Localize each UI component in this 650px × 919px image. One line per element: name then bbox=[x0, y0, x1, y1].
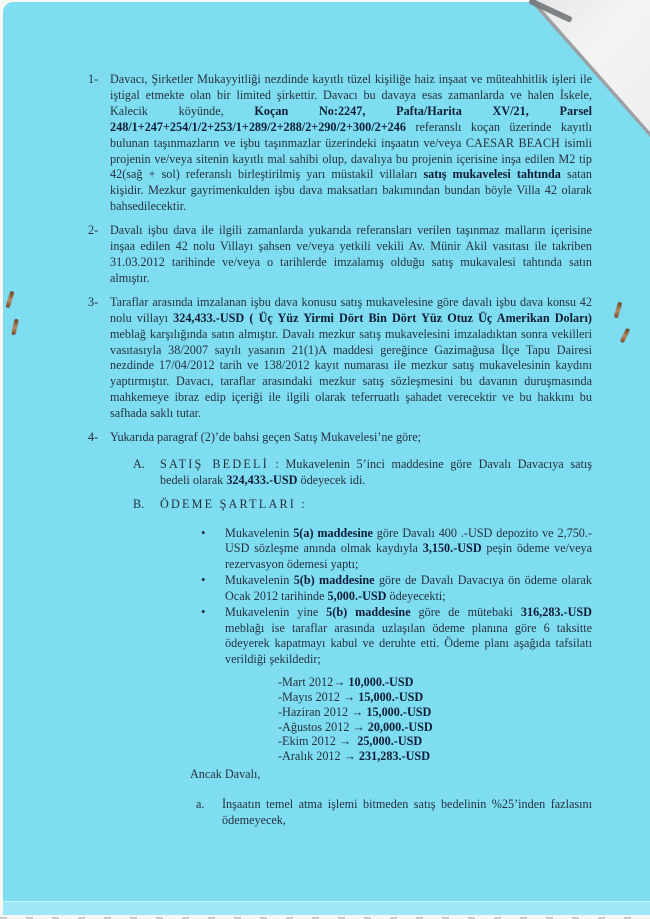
subsection-letter: B. bbox=[133, 496, 145, 511]
bullet-icon: • bbox=[201, 604, 206, 620]
paragraph-4 bbox=[88, 430, 592, 446]
payment-plan-row: -Mart 2012→ 10,000.-USD bbox=[278, 675, 414, 690]
subsection-b-odeme-sartlari bbox=[133, 497, 592, 513]
paragraph-text: Davacı, Şirketler Mukayyitliği nezdinde kayıtlı tüzel kişiliğe haiz inşaat ve müteahhitlik işleri ile iştigal etmekte olan bir limited şirkettir. Davacı bu davaya esas zamanlarda ve halen İskele, Kalecik köyünde, Koçan No:2247, Pafta/Harita XV/21, Parsel 248/1+247+254/1/2+253/1+289/2+288/2+290/2+300/2+246 referanslı koçan üzerinde kayıtlı bulunan taşınmazların ve işbu taşınmazlar üzerindeki inşaatın ve/veya CAESAR BEACH isimli projenin ve/veya sitenin kayıtlı mal sahibi olup, davalıya bu projenin içerisine inşa edilen M2 tip 42(sağ + sol) referanslı birleştirilmiş yarı müstakil villaları satış mukavelesi tahtında satan kişidir. Mezkur gayrimenkulden işbu dava maksatları bakımından bundan böyle Villa 42 olarak bahsedilecektir. bbox=[110, 72, 593, 214]
paragraph-number: 3- bbox=[88, 294, 99, 309]
paragraph-number: 2- bbox=[88, 223, 99, 238]
bullet-item-5b-advance bbox=[196, 573, 592, 604]
payment-plan-list bbox=[278, 675, 592, 764]
bullet-icon: • bbox=[201, 524, 206, 540]
sub-item-letter: a. bbox=[196, 796, 205, 811]
scan-bottom-edge bbox=[0, 915, 650, 919]
ancak-davali-line: Ancak Davalı, bbox=[190, 766, 261, 781]
paragraph-1 bbox=[88, 72, 592, 215]
payment-plan-row: -Haziran 2012 → 15,000.-USD bbox=[278, 704, 432, 719]
bullet-text: Mukavelenin yine 5(b) maddesine göre de mütebaki 316,283.-USD meblağı ise taraflar arasında uzlaşılan ödeme planına göre 6 taksitte ödeyerek kapatmayı kabul ve deruhte etti. Ödeme planı aşağıda tafsilatı verildiği şekildedir; bbox=[225, 605, 592, 666]
subsection-a-satis-bedeli bbox=[133, 457, 592, 489]
bullet-item-5a bbox=[196, 526, 592, 573]
paragraph-text: Davalı işbu dava ile ilgili zamanlarda yukarıda referansları verilen taşınmaz malların içerisine inşaa edilen 42 nolu Villayı şahsen ve/veya yetkili vekili Av. Münir Akil vasıtası ile takriben 31.03.2012 tarihinde ve/veya o tarihlerde imzalamış olduğu satış mukavalesi tahtında satın almıştır. bbox=[110, 223, 592, 285]
paragraph-text: Yukarıda paragraf (2)’de bahsi geçen Satış Mukavelesi’ne göre; bbox=[110, 430, 421, 445]
document-body bbox=[88, 72, 592, 829]
bullet-icon: • bbox=[201, 572, 206, 588]
subsection-letter: A. bbox=[133, 456, 145, 471]
subsection-text: SATIŞ BEDELİ : Mukavelenin 5’inci maddesine göre Davalı Davacıya satış bedeli olarak 324,433.-USD ödeyecek idi. bbox=[160, 456, 593, 487]
paragraph-3 bbox=[88, 295, 592, 422]
bullet-text: Mukavelenin 5(a) maddesine göre Davalı 400 .-USD depozito ve 2,750.-USD sözleşme anında olmak kaydıyla 3,150.-USD peşin ödeme ve/veya rezervasyon ödemesi yaptı; bbox=[225, 525, 593, 571]
bullet-item-5b-balance bbox=[196, 605, 592, 667]
payment-plan-row: -Mayıs 2012 → 15,000.-USD bbox=[278, 689, 424, 704]
subsection-text: ÖDEME ŞARTLARI : bbox=[160, 496, 307, 511]
sub-item-text: İnşaatın temel atma işlemi bitmeden satış bedelinin %25’inden fazlasını ödemeyecek, bbox=[222, 796, 592, 827]
sub-item-a bbox=[196, 797, 592, 829]
payment-plan-row: -Aralık 2012 → 231,283.-USD bbox=[278, 749, 431, 764]
paragraph-text: Taraflar arasında imzalanan işbu dava konusu satış mukavelesine göre davalı işbu dava konsu 42 nolu villayı 324,433.-USD ( Üç Yüz Yirmi Dört Bin Dört Yüz Otuz Üç Amerikan Doları) meblağ karşılığında satın almıştır. Davalı mezkur satış mukavelesini imzaladıktan sonra vekilleri vasıtasıyla 38/2007 sayılı yasanın 21(1)A maddesi gereğince Gazimağusa İlçe Tapu Dairesi nezdinde 17/04/2012 tarih ve 138/2012 kayıt numarası ile mezkur satış mukavelesinin kaydını yaptırmıştır. Davacı, taraflar arasındaki mezkur satış sözleşmesini bu davanın duruşmasında mahkemeye ibraz edip içeriği ile ilgili olarak teferruatlı şahadet verecektir ve bu hakkını bu safhada saklı tutar. bbox=[110, 294, 592, 421]
payment-plan-row: -Ağustos 2012 → 20,000.-USD bbox=[278, 719, 433, 734]
bullet-text: Mukavelenin 5(b) maddesine göre de Davalı Davacıya ön ödeme olarak Ocak 2012 tarihinde 5,000.-USD ödeyecekti; bbox=[225, 573, 592, 603]
paragraph-number: 4- bbox=[88, 430, 99, 445]
paper-bottom-crease bbox=[3, 901, 650, 915]
paragraph-2 bbox=[88, 223, 592, 287]
payment-plan-row: -Ekim 2012 → 25,000.-USD bbox=[278, 734, 423, 749]
paragraph-number: 1- bbox=[88, 72, 99, 86]
